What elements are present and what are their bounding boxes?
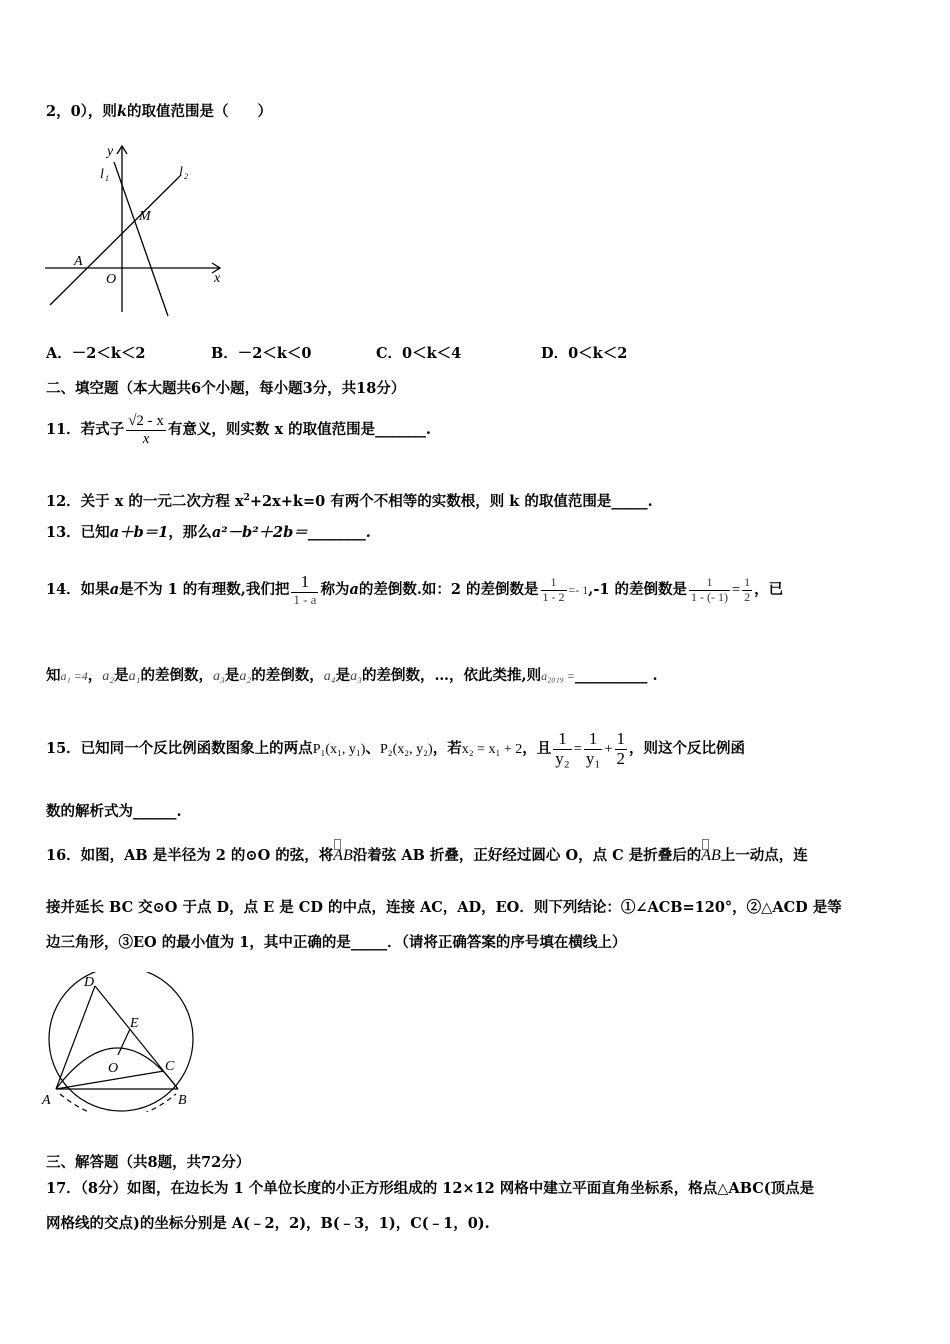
- q16-circle-figure: [38, 972, 208, 1112]
- q17-line1: 17．（8分）如图，在边长为 1 个单位长度的小正方形组成的 12×12 网格中建立平面直角坐标系，格点△ABC(顶点是: [46, 1180, 815, 1197]
- q10-options: [46, 344, 706, 364]
- q11-fraction: $\frac{√2 - x}{x}$: [128, 413, 164, 447]
- q14-line2: 知a₁ =4，a₂是a₁的差倒数，a₃是a₂的差倒数，a₄是a₃的差倒数，…，依此类推,则a₂₀₁₉ =__________ .: [46, 667, 658, 684]
- option-b[interactable]: B．－2＜k＜0: [211, 345, 312, 362]
- q16-line2: 接并延长 BC 交⊙O 于点 D，点 E 是 CD 的中点，连接 AC，AD，EO．则下列结论：①∠ACB=120°，②△ACD 是等: [46, 899, 842, 916]
- q14-line1: 14．如果a是不为 1 的有理数,我们把 $\frac{1}{1 - a}$ 称为a的差倒数.如：2 的差倒数是 $\frac{1}{1 - 2}$ =- 1,-1 的差倒数是 $\frac{1}{1 - (- 1)}$ = $\frac{1}{2}$ ，已: [46, 572, 784, 607]
- option-a[interactable]: A．－2＜k＜2: [46, 345, 146, 362]
- q12: 12．关于 x 的一元二次方程 $x^2+2x+k=0$ 有两个不相等的实数根，则 k 的取值范围是_____.: [46, 492, 653, 510]
- q14-frac-1: $\frac{1}{1 - a}$: [293, 572, 317, 607]
- label-l2-sub: 2: [184, 172, 188, 181]
- label-A: A: [74, 254, 83, 269]
- q11: 11．若式子 $\frac{√2 - x}{x}$ 有意义，则实数 x 的取值范围是_______.: [46, 413, 431, 447]
- q16-line3: 边三角形，③EO 的最小值为 1，其中正确的是_____．（请将正确答案的序号填在横线上）: [46, 934, 627, 951]
- section-3-title: 三、解答题（共8题，共72分）: [46, 1154, 251, 1171]
- q14-frac-4: $\frac{1}{2}$: [744, 575, 751, 604]
- option-d[interactable]: D．0＜k＜2: [541, 345, 628, 362]
- q14-frac-3: $\frac{1}{1 - (- 1)}$: [691, 575, 728, 604]
- q15-frac-3: $\frac{1}{2}$: [616, 728, 626, 768]
- q10-graph-figure: [42, 140, 232, 320]
- arc-ab-2: AB: [701, 847, 721, 864]
- label-O: O: [106, 272, 117, 287]
- label-E: E: [130, 1016, 139, 1031]
- circle-o: [49, 972, 193, 1111]
- label-B: B: [178, 1093, 187, 1108]
- q15-line1: 15．已知同一个反比例函数图象上的两点P₁(x₁, y₁)、P₂(x₂, y₂)，若x₂ = x₁ + 2，且 $\frac{1}{\text{y₂}}$ = $\frac{1}{\text{y₁}}$ + $\frac{1}{2}$ ，则这个反比例函: [46, 728, 746, 768]
- option-c[interactable]: C．0＜k＜4: [376, 345, 462, 362]
- q10-stem: 2，0），则k的取值范围是（ ）: [46, 103, 272, 120]
- label-y: y: [107, 144, 114, 159]
- label-x: x: [214, 271, 221, 286]
- label-l1-sub: 1: [105, 174, 109, 183]
- label-D: D: [84, 975, 95, 990]
- arc-ab-1: AB: [333, 847, 353, 864]
- label-l2: l: [179, 165, 183, 180]
- q15-frac-1: $\frac{1}{\text{y₂}}$: [555, 728, 570, 768]
- label-O: O: [108, 1061, 119, 1076]
- q15-line2: 数的解析式为______.: [46, 803, 182, 820]
- q14-frac-2: $\frac{1}{1 - 2}$: [542, 575, 565, 604]
- q17-line2: 网格线的交点)的坐标分别是 A(﹣2，2)，B(﹣3，1)，C(﹣1，0).: [46, 1215, 490, 1232]
- section-2-title: 二、填空题（本大题共6个小题，每小题3分，共18分）: [46, 380, 406, 397]
- segment-eo: [118, 1029, 130, 1055]
- label-A: A: [42, 1093, 51, 1108]
- label-C: C: [165, 1059, 175, 1074]
- label-M: M: [139, 209, 151, 224]
- q15-frac-2: $\frac{1}{\text{y₁}}$: [585, 728, 601, 768]
- q16-line1: 16．如图，AB 是半径为 2 的⊙O 的弦，将AB沿着弦 AB 折叠，正好经过圆心 O，点 C 是折叠后的AB上一动点，连: [46, 847, 808, 864]
- label-l1: l: [100, 167, 104, 182]
- segment-ad: [56, 986, 95, 1089]
- q13: 13．已知a＋b＝1，那么a²－b²＋2b＝________.: [46, 524, 371, 541]
